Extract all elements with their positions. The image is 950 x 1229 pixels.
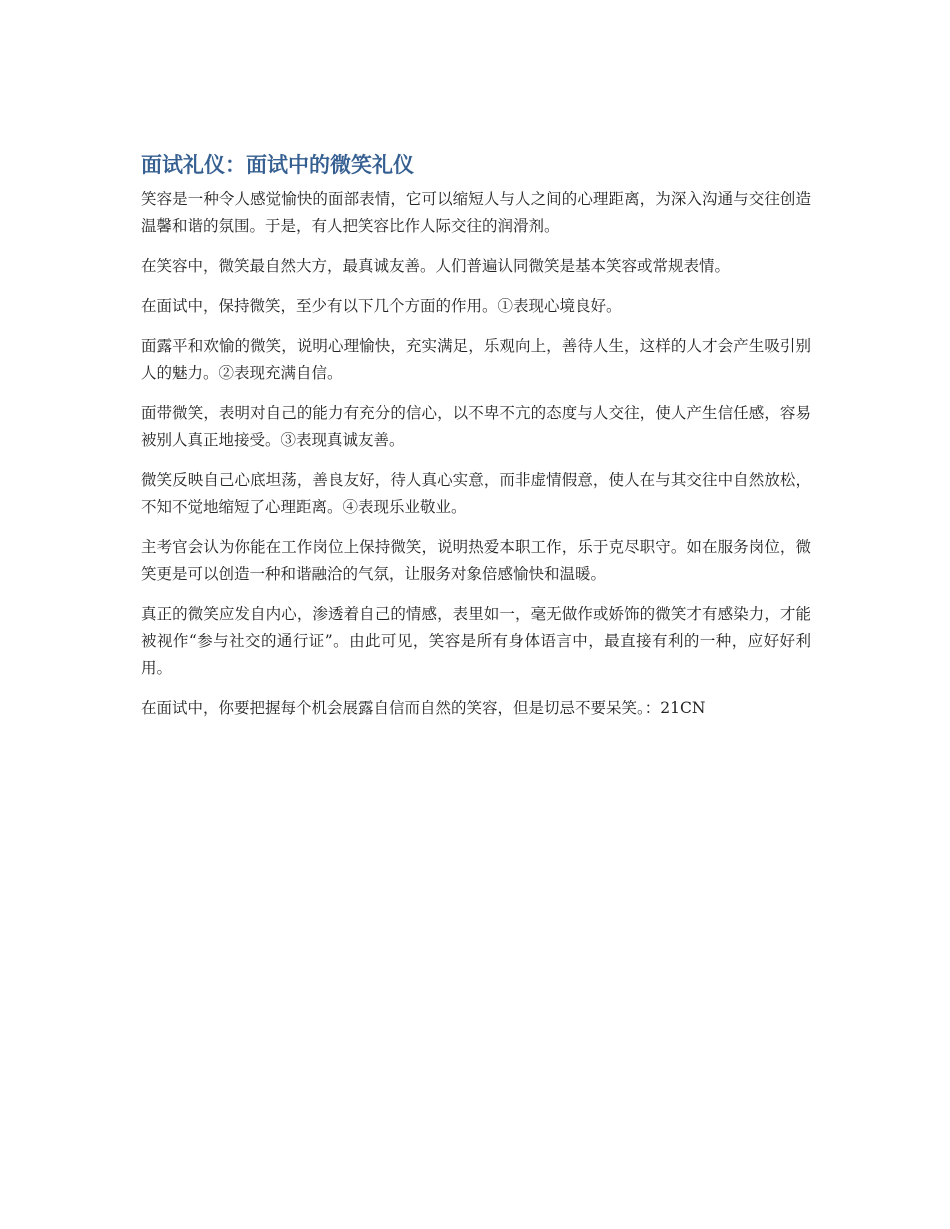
paragraph: 在面试中，保持微笑，至少有以下几个方面的作用。①表现心境良好。 <box>141 297 622 315</box>
paragraph: 面露平和欢愉的微笑，说明心理愉快，充实满足，乐观向上，善待人生，这样的人才会产生吸引别人的魅力。②表现充满自信。 <box>141 337 811 382</box>
paragraph: 在面试中，你要把握每个机会展露自信而自然的笑容，但是切忌不要呆笑。：21CN <box>141 699 706 717</box>
paragraph: 笑容是一种令人感觉愉快的面部表情，它可以缩短人与人之间的心理距离，为深入沟通与交往创造温馨和谐的氛围。于是，有人把笑容比作人际交往的润滑剂。 <box>141 190 811 235</box>
paragraph: 微笑反映自己心底坦荡，善良友好，待人真心实意，而非虚情假意，使人在与其交往中自然放松，不知不觉地缩短了心理距离。④表现乐业敬业。 <box>141 471 811 516</box>
paragraph: 在笑容中，微笑最自然大方，最真诚友善。人们普遍认同微笑是基本笑容或常规表情。 <box>141 257 731 275</box>
paragraph: 面带微笑，表明对自己的能力有充分的信心，以不卑不亢的态度与人交往，使人产生信任感，容易被别人真正地接受。③表现真诚友善。 <box>141 404 811 449</box>
document-page <box>141 150 811 735</box>
document-title: 面试礼仪：面试中的微笑礼仪 <box>141 153 414 177</box>
paragraph: 真正的微笑应发自内心，渗透着自己的情感，表里如一，毫无做作或娇饰的微笑才有感染力，才能被视作“参与社交的通行证”。由此可见，笑容是所有身体语言中，最直接有利的一种，应好好利用。 <box>141 605 811 677</box>
paragraph: 主考官会认为你能在工作岗位上保持微笑，说明热爱本职工作，乐于克尽职守。如在服务岗位，微笑更是可以创造一种和谐融洽的气氛，让服务对象倍感愉快和温暖。 <box>141 538 811 583</box>
